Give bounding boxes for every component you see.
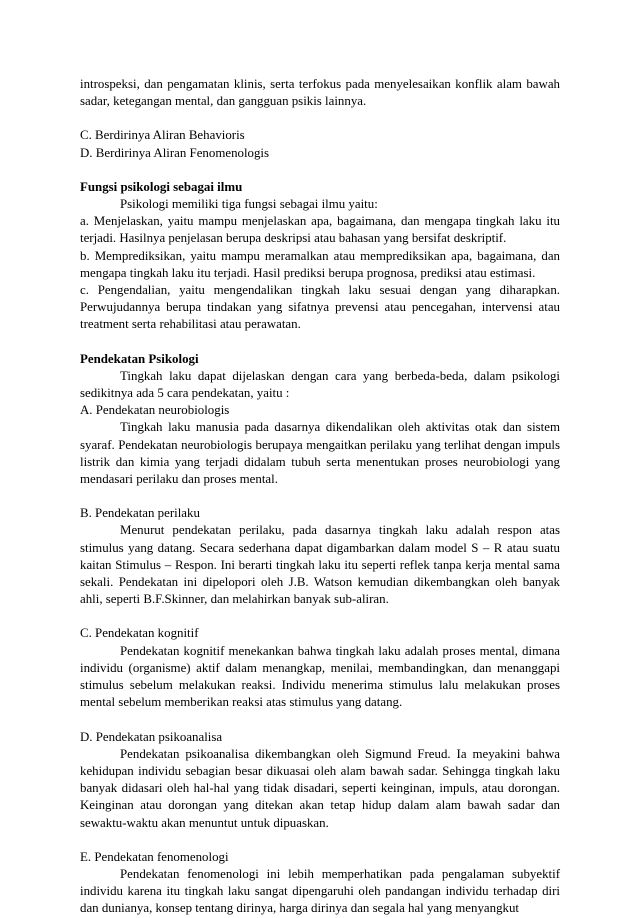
fungsi-item-c: c. Pengendalian, yaitu mengendalikan tingkah laku sesuai dengan yang diharapkan. Perwujudannya berupa tindakan yang sifatnya prevensi atau pencegahan, intervensi atau treatment serta rehabilitasi atau perawatan. [80,283,560,332]
fungsi-heading: Fungsi psikologi sebagai ilmu [80,179,243,194]
fungsi-item-b: b. Memprediksikan, yaitu mampu meramalkan atau memprediksikan apa, bagaimana, dan mengapa tingkah laku itu terjadi. Hasil prediksi berupa prognosa, prediksi atau estimasi. [80,248,560,280]
pendekatan-d-body: Pendekatan psikoanalisa dikembangkan oleh Sigmund Freud. Ia meyakini bahwa kehidupan individu sebagian besar dikuasai oleh alam bawah sadar. Sehingga tingkah laku banyak didasari oleh hal-hal yang tidak disadari, seperti keinginan, impuls, atau dorongan. Keinginan atau dorongan yang ditekan akan tetap hidup dalam alam bawah sadar dan sewaktu-waktu akan menuntut untuk dipuaskan. [80,746,560,830]
pendekatan-c-title: C. Pendekatan kognitif [80,626,199,641]
pendekatan-c-body: Pendekatan kognitif menekankan bahwa tingkah laku adalah proses mental, dimana individu (organisme) aktif dalam menangkap, menilai, membandingkan, dan menanggapi stimulus sebelum melakukan reaksi. Individu menerima stimulus lalu melakukan proses mental sebelum memberikan reaksi atas stimulus yang datang. [80,643,560,710]
fungsi-lead: Psikologi memiliki tiga fungsi sebagai ilmu yaitu: [120,197,378,212]
pendekatan-e-body: Pendekatan fenomenologi ini lebih memperhatikan pada pengalaman subyektif individu karena itu tingkah laku sangat dipengaruhi oleh pandangan individu terhadap diri dan dunianya, konsep tentang dirinya, harga dirinya dan segala hal yang menyangkut [80,866,560,916]
pendekatan-b-title: B. Pendekatan perilaku [80,506,200,521]
intro-paragraph: introspeksi, dan pengamatan klinis, serta terfokus pada menyelesaikan konflik alam bawah sadar, ketegangan mental, dan gangguan psikis lainnya. [80,77,560,109]
list-item-d: D. Berdirinya Aliran Fenomenologis [80,145,270,160]
pendekatan-lead: Tingkah laku dapat dijelaskan dengan cara yang berbeda-beda, dalam psikologi sedikitnya ada 5 cara pendekatan, yaitu : [80,368,560,401]
pendekatan-a-body: Tingkah laku manusia pada dasarnya dikendalikan oleh aktivitas otak dan sistem syaraf. Pendekatan neurobiologis berupaya mengaitkan perilaku yang terlihat dengan impuls listrik dan kimia yang terjadi didalam tubuh serta menentukan proses neurobiologi yang mendasari perilaku dan proses mental. [80,420,560,487]
pendekatan-e-title: E. Pendekatan fenomenologi [80,849,229,864]
fungsi-item-a: a. Menjelaskan, yaitu mampu menjelaskan apa, bagaimana, dan mengapa tingkah laku itu terjadi. Hasilnya penjelasan berupa deskripsi atau bahasan yang bersifat deskriptif. [80,214,560,246]
pendekatan-b-body: Menurut pendekatan perilaku, pada dasarnya tingkah laku adalah respon atas stimulus yang datang. Secara sederhana dapat digambarkan dalam model S – R atau suatu kaitan Stimulus – Respon. Ini berarti tingkah laku itu seperti reflek tanpa kerja mental sama sekali. Pendekatan ini dipelopori oleh J.B. Watson kemudian dikembangkan oleh banyak ahli, seperti B.F.Skinner, dan melahirkan banyak sub-aliran. [80,523,560,607]
pendekatan-heading: Pendekatan Psikologi [80,351,199,366]
list-item-c: C. Berdirinya Aliran Behavioris [80,128,245,143]
pendekatan-a-title: A. Pendekatan neurobiologis [80,403,230,418]
pendekatan-d-title: D. Pendekatan psikoanalisa [80,729,223,744]
page-content [80,76,560,918]
